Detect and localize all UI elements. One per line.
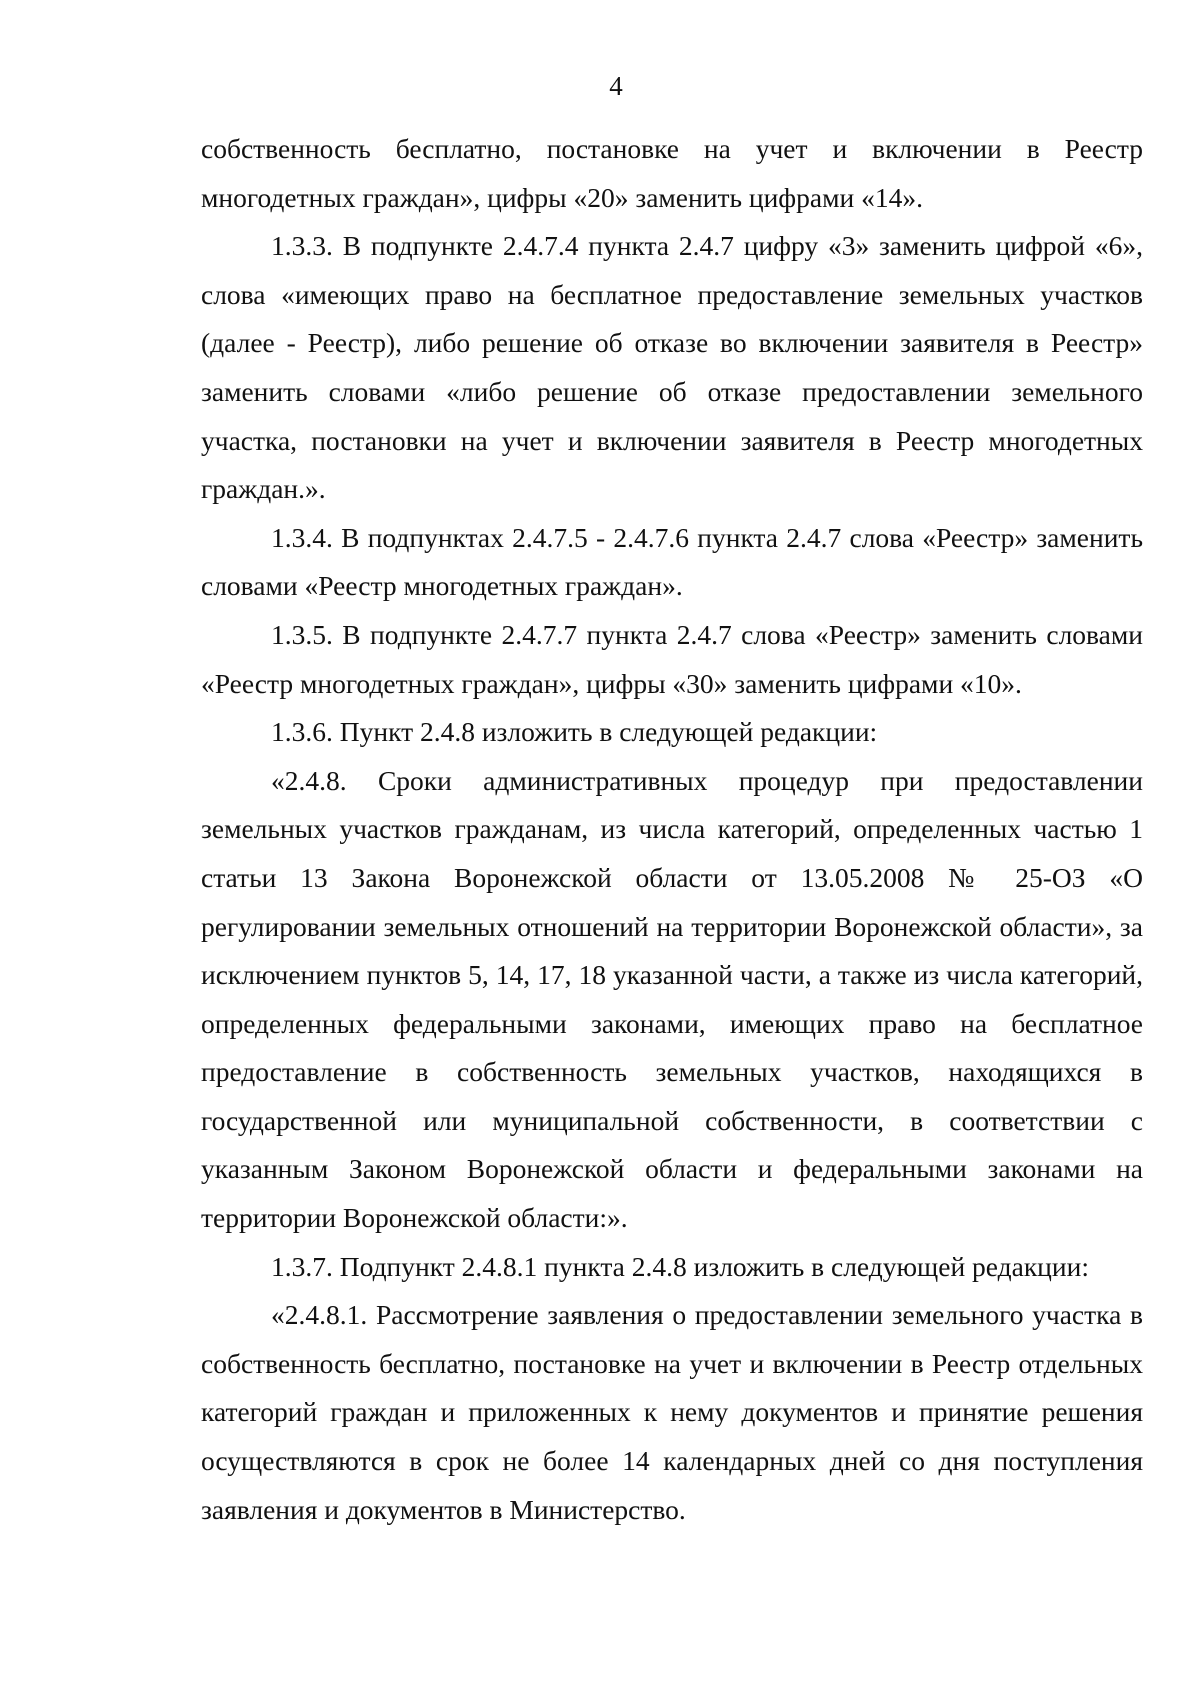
- document-body: [201, 125, 1143, 1534]
- paragraph-1-3-7: 1.3.7. Подпункт 2.4.8.1 пункта 2.4.8 изложить в следующей редакции:: [271, 1250, 1089, 1282]
- paragraph-1-3-5: 1.3.5. В подпункте 2.4.7.7 пункта 2.4.7 слова «Реестр» заменить словами «Реестр многодетных граждан», цифры «30» заменить цифрами «10».: [201, 618, 1143, 699]
- paragraph-1-3-6: 1.3.6. Пункт 2.4.8 изложить в следующей редакции:: [271, 716, 878, 748]
- paragraph-1-3-4: 1.3.4. В подпунктах 2.4.7.5 - 2.4.7.6 пункта 2.4.7 слова «Реестр» заменить словами «Реестр многодетных граждан».: [201, 521, 1143, 602]
- paragraph-2-4-8-1: «2.4.8.1. Рассмотрение заявления о предоставлении земельного участка в собственность бесплатно, постановке на учет и включении в Реестр отдельных категорий граждан и приложенных к нему документов и принятие решения осуществляются в срок не более 14 календарных дней со дня поступления заявления и документов в Министерство.: [201, 1299, 1143, 1525]
- page-number: 4: [609, 71, 623, 101]
- paragraph-1-3-3: 1.3.3. В подпункте 2.4.7.4 пункта 2.4.7 цифру «3» заменить цифрой «6», слова «имеющих право на бесплатное предоставление земельных участков (далее - Реестр), либо решение об отказе во включении заявителя в Реестр» заменить словами «либо решение об отказе предоставлении земельного участка, постановки на учет и включении заявителя в Реестр многодетных граждан.».: [201, 230, 1143, 505]
- paragraph-2-4-8: «2.4.8. Сроки административных процедур при предоставлении земельных участков гражданам, из числа категорий, определенных частью 1 статьи 13 Закона Воронежской области от 13.05.2008 № 25-ОЗ «О регулировании земельных отношений на территории Воронежской области», за исключением пунктов 5, 14, 17, 18 указанной части, а также из числа категорий, определенных федеральными законами, имеющих право на бесплатное предоставление в собственность земельных участков, находящихся в государственной или муниципальной собственности, в соответствии с указанным Законом Воронежской области и федеральными законами на территории Воронежской области:».: [201, 764, 1143, 1234]
- paragraph-continuation: собственность бесплатно, постановке на учет и включении в Реестр многодетных граждан», цифры «20» заменить цифрами «14».: [201, 133, 1143, 213]
